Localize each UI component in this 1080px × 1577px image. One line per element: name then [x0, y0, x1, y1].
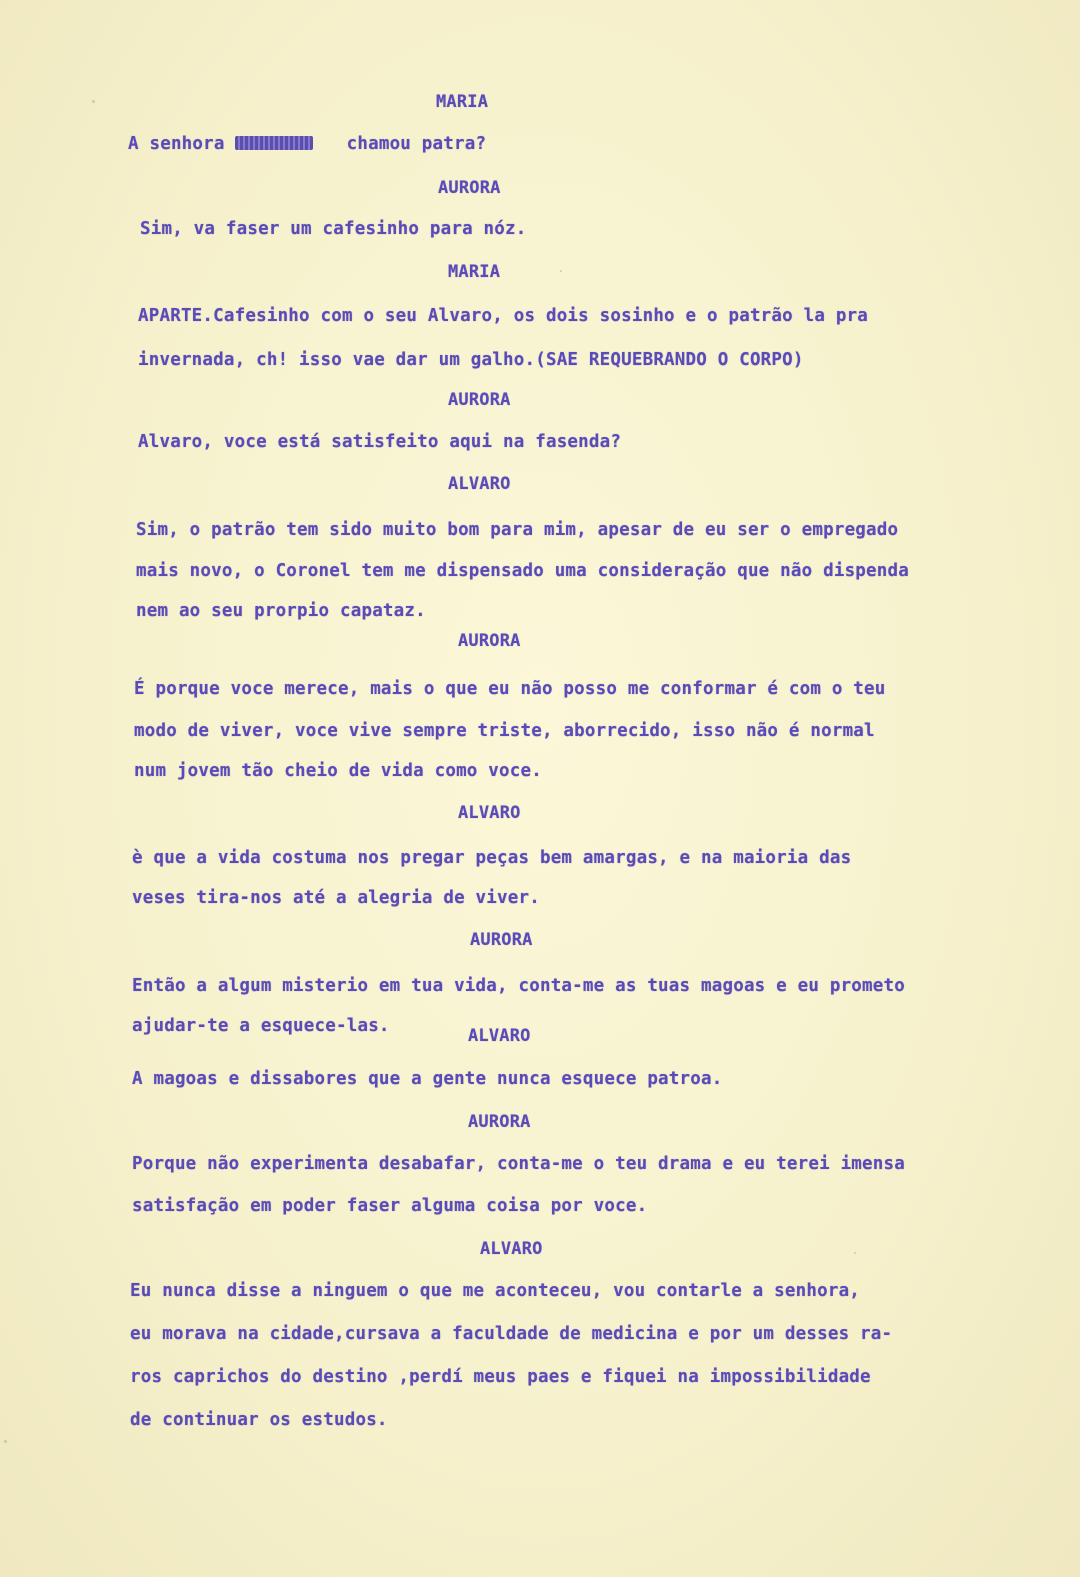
speaker-name: AURORA: [468, 1112, 531, 1132]
dialogue-line: APARTE.Cafesinho com o seu Alvaro, os dois sosinho e o patrão la pra: [138, 306, 869, 326]
dialogue-line: modo de viver, voce vive sempre triste, aborrecido, isso não é normal: [134, 721, 875, 741]
paper-speck: [560, 270, 562, 272]
speaker-name: MARIA: [436, 92, 489, 112]
dialogue-line: Alvaro, voce está satisfeito aqui na fasenda?: [138, 432, 622, 452]
paper-speck: [4, 1440, 7, 1443]
dialogue-line: É porque voce merece, mais o que eu não posso me conformar é com o teu: [134, 679, 886, 699]
paper-speck: [92, 100, 95, 103]
dialogue-line: [128, 134, 486, 154]
speaker-name: AURORA: [448, 390, 511, 410]
dialogue-line: A magoas e dissabores que a gente nunca esquece patroa.: [132, 1069, 723, 1089]
dialogue-text: A senhora: [128, 134, 225, 154]
speaker-name: AURORA: [458, 631, 521, 651]
speaker-name: MARIA: [448, 262, 501, 282]
dialogue-line: mais novo, o Coronel tem me dispensado uma consideração que não dispenda: [136, 561, 909, 581]
speaker-name: ALVARO: [448, 474, 511, 494]
speaker-name: AURORA: [470, 930, 533, 950]
dialogue-line: ros caprichos do destino ,perdí meus paes e fiquei na impossibilidade: [130, 1367, 871, 1387]
speaker-name: ALVARO: [458, 803, 521, 823]
speaker-name: ALVARO: [480, 1239, 543, 1259]
speaker-name: ALVARO: [468, 1026, 531, 1046]
dialogue-line: ajudar-te a esquece-las.: [132, 1016, 390, 1036]
dialogue-text: chamou patra?: [346, 134, 487, 154]
dialogue-line: nem ao seu prorpio capataz.: [136, 601, 426, 621]
dialogue-line: Então a algum misterio em tua vida, conta-me as tuas magoas e eu prometo: [132, 976, 905, 996]
dialogue-line: eu morava na cidade,cursava a faculdade de medicina e por um desses ra-: [130, 1324, 893, 1344]
dialogue-line: Porque não experimenta desabafar, conta-me o teu drama e eu terei imensa: [132, 1154, 905, 1174]
dialogue-line: Sim, va faser um cafesinho para nóz.: [140, 219, 527, 239]
dialogue-line: veses tira-nos até a alegria de viver.: [132, 888, 540, 908]
dialogue-line: satisfação em poder faser alguma coisa por voce.: [132, 1196, 648, 1216]
dialogue-line: è que a vida costuma nos pregar peças bem amargas, e na maioria das: [132, 848, 852, 868]
dialogue-line: num jovem tão cheio de vida como voce.: [134, 761, 542, 781]
dialogue-line: Sim, o patrão tem sido muito bom para mim, apesar de eu ser o empregado: [136, 520, 899, 540]
paper-speck: [854, 1252, 856, 1254]
dialogue-line: de continuar os estudos.: [130, 1410, 388, 1430]
speaker-name: AURORA: [438, 178, 501, 198]
struck-out-word: [235, 136, 313, 150]
dialogue-line: Eu nunca disse a ninguem o que me aconteceu, vou contarle a senhora,: [130, 1281, 861, 1301]
dialogue-line: invernada, ch! isso vae dar um galho.(SAE REQUEBRANDO O CORPO): [138, 350, 804, 370]
